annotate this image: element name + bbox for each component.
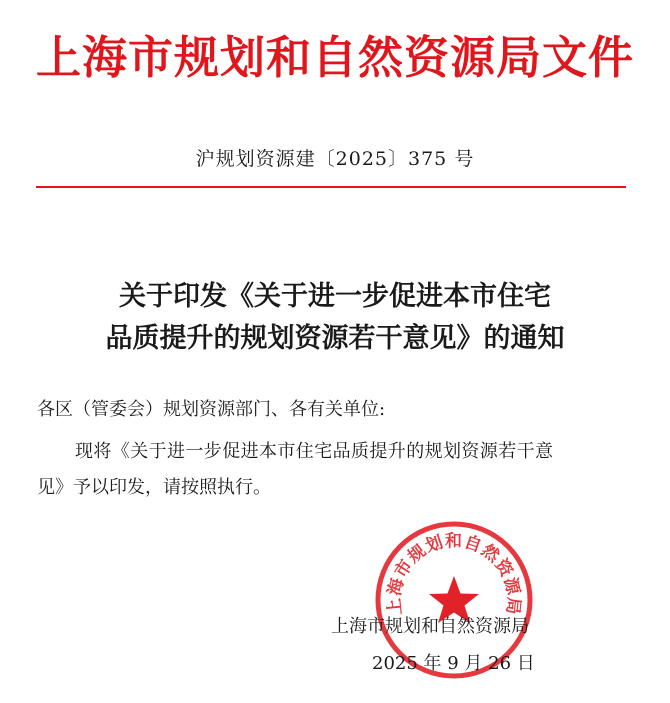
document-title — [0, 276, 670, 360]
seal-text: 上海市规划和自然资源局 — [384, 531, 524, 617]
masthead-title: 上海市规划和自然资源局文件 — [35, 31, 634, 84]
document-title-line-2: 品质提升的规划资源若干意见》的通知 — [105, 323, 565, 354]
signature-date: 2025 年 9 月 26 日 — [372, 653, 535, 674]
document-title-line-1: 关于印发《关于进一步促进本市住宅 — [119, 281, 551, 312]
body-paragraph — [37, 434, 633, 506]
body-paragraph-line-1: 现将《关于进一步促进本市住宅品质提升的规划资源若干意 — [75, 441, 554, 462]
header-divider — [36, 186, 626, 188]
addressee-line: 各区（管委会）规划资源部门、各有关单位: — [37, 399, 386, 420]
signature-issuer: 上海市规划和自然资源局 — [331, 616, 529, 637]
body-paragraph-line-2: 见》予以印发，请按照执行。 — [37, 477, 271, 498]
document-number: 沪规划资源建〔2025〕375 号 — [195, 148, 475, 170]
